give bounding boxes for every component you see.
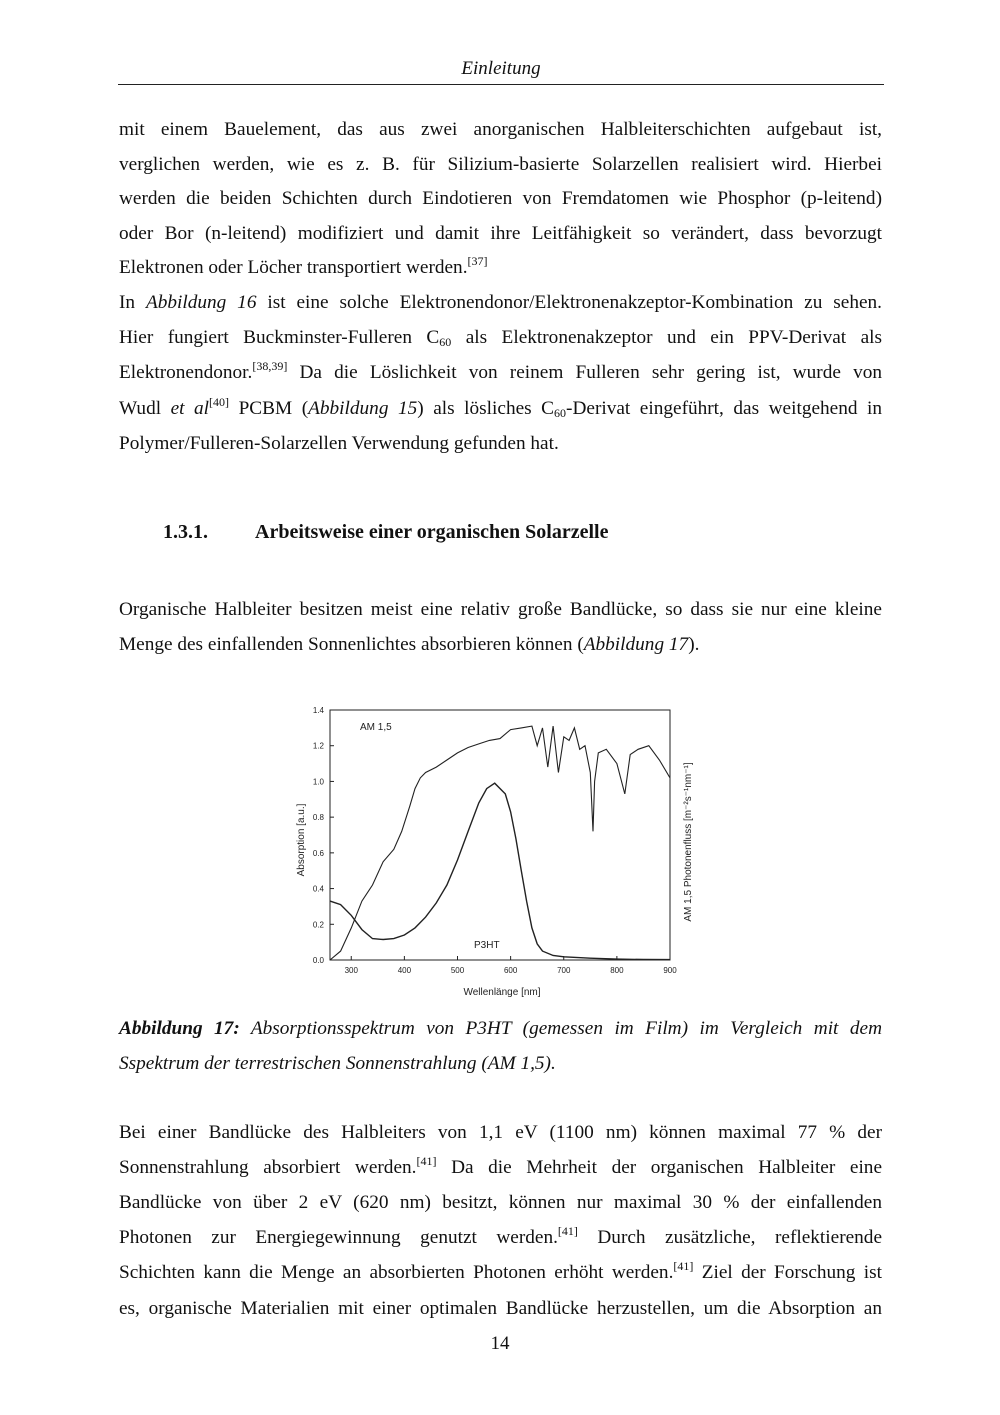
running-header: Einleitung	[461, 58, 541, 79]
paragraph-2	[119, 286, 882, 462]
absorption-chart	[290, 700, 700, 1000]
caption-line: Sspektrum der terrestrischen Sonnenstrahlung (AM 1,5).	[119, 1052, 556, 1074]
citation: [37]	[467, 254, 488, 269]
y-tick-label: 1.0	[312, 777, 324, 787]
text-line: Wudl et al[40] PCBM (Abbildung 15) als lösliches $C_{60}$-Derivat eingeführt, das weitgehend in	[119, 394, 883, 420]
x-tick-label: 400	[397, 966, 412, 975]
x-tick-label: 800	[610, 966, 624, 975]
x-axis-label: Wellenlänge [nm]	[463, 987, 541, 998]
section-title: Arbeitsweise einer organischen Solarzelle	[255, 521, 609, 543]
x-tick-label: 500	[450, 966, 465, 975]
series-line-p3ht	[330, 783, 670, 959]
x-tick-label: 900	[663, 966, 677, 975]
citation: [41]	[557, 1223, 578, 1238]
figure-reference: Abbildung 15	[308, 397, 418, 419]
page-number: 14	[490, 1333, 510, 1354]
text-line: Schichten kann die Menge an absorbierten Photonen erhöht werden.[41] Ziel der Forschung ist	[119, 1259, 882, 1284]
x-tick-label: 600	[503, 966, 518, 975]
text-line: Hier fungiert Buckminster-Fulleren $C_{60}$ als Elektronenakzeptor und ein PPV-Derivat als	[119, 326, 882, 349]
text-line: Polymer/Fulleren-Solarzellen Verwendung gefunden hat.	[119, 433, 559, 455]
caption-line: Abbildung 17: Absorptionsspektrum von P3HT (gemessen im Film) im Vergleich mit dem	[119, 1018, 882, 1039]
text-line: Organische Halbleiter besitzen meist eine relativ große Bandlücke, so dass sie nur eine kleine	[119, 599, 882, 620]
text-line: es, organische Materialien mit einer optimalen Bandlücke herzustellen, um die Absorption an	[119, 1297, 882, 1319]
y-tick-label: 0.8	[312, 813, 324, 823]
section-heading	[163, 521, 608, 544]
y-axis-label: Absorption [a.u.]	[296, 803, 307, 877]
text-line: Bei einer Bandlücke des Halbleiters von 1,1 eV (1100 nm) können maximal 77 % der	[119, 1122, 882, 1143]
figure-caption	[119, 1012, 882, 1081]
annotation-am15: AM 1,5	[360, 722, 392, 733]
section-number: 1.3.1.	[163, 521, 208, 543]
text-line: Bandlücke von über 2 eV (620 nm) besitzt, können nur maximal 30 % der einfallenden	[119, 1192, 882, 1214]
text-line: Elektronendonor.[38,39] Da die Löslichkeit von reinem Fulleren sehr gering ist, wurde von	[119, 359, 882, 384]
citation: [41]	[416, 1153, 437, 1168]
text-line: Elektronen oder Löcher transportiert werden.[37]	[119, 254, 488, 279]
x-tick-label: 300	[344, 966, 358, 975]
text-line: verglichen werden, wie es z. B. für Silizium-basierte Solarzellen realisiert wird. Hierbei	[119, 153, 882, 175]
y-tick-label: 1.4	[312, 706, 324, 715]
citation: [40]	[209, 394, 230, 409]
series-line-am15	[330, 726, 670, 960]
figure-reference: Abbildung 16	[145, 292, 257, 313]
y-tick-label: 0.4	[312, 884, 324, 894]
text-line: Photonen zur Energiegewinnung genutzt werden.[41] Durch zusätzliche, reflektierende	[119, 1223, 883, 1248]
y-tick-label: 0.6	[312, 848, 324, 858]
y-tick-label: 1.2	[312, 741, 324, 751]
citation: [38,39]	[252, 359, 288, 374]
caption-label: Abbildung 17:	[119, 1018, 240, 1039]
paragraph-1	[119, 113, 882, 287]
plot-frame	[330, 710, 670, 960]
y-tick-label: 0.0	[312, 956, 324, 965]
x-tick-label: 700	[557, 966, 571, 975]
text-line: mit einem Bauelement, das aus zwei anorganischen Halbleiterschichten aufgebaut ist,	[119, 119, 882, 140]
citation: [41]	[673, 1259, 694, 1274]
text-line: oder Bor (n-leitend) modifiziert und damit ihre Leitfähigkeit so verändert, dass bevorzugt	[119, 222, 882, 244]
figure-reference: Abbildung 17	[583, 633, 689, 655]
text-line: werden die beiden Schichten durch Eindotieren von Fremdatomen wie Phosphor (p-leitend)	[119, 188, 882, 210]
annotation-p3ht: P3HT	[474, 940, 500, 951]
header-rule	[118, 84, 884, 85]
paragraph-4	[119, 1116, 882, 1327]
text-line: In Abbildung 16 ist eine solche Elektronendonor/Elektronenakzeptor-Kombination zu sehen.	[119, 292, 882, 313]
y-tick-label: 0.2	[312, 920, 324, 930]
y2-axis-label: AM 1,5 Photonenfluss [m⁻²s⁻¹nm⁻¹]	[683, 762, 694, 922]
text-line: Sonnenstrahlung absorbiert werden.[41] Da die Mehrheit der organischen Halbleiter eine	[119, 1153, 882, 1178]
absorption-figure	[290, 700, 700, 1000]
paragraph-3	[119, 593, 882, 662]
text-line: Menge des einfallenden Sonnenlichtes absorbieren können (Abbildung 17).	[119, 633, 700, 655]
